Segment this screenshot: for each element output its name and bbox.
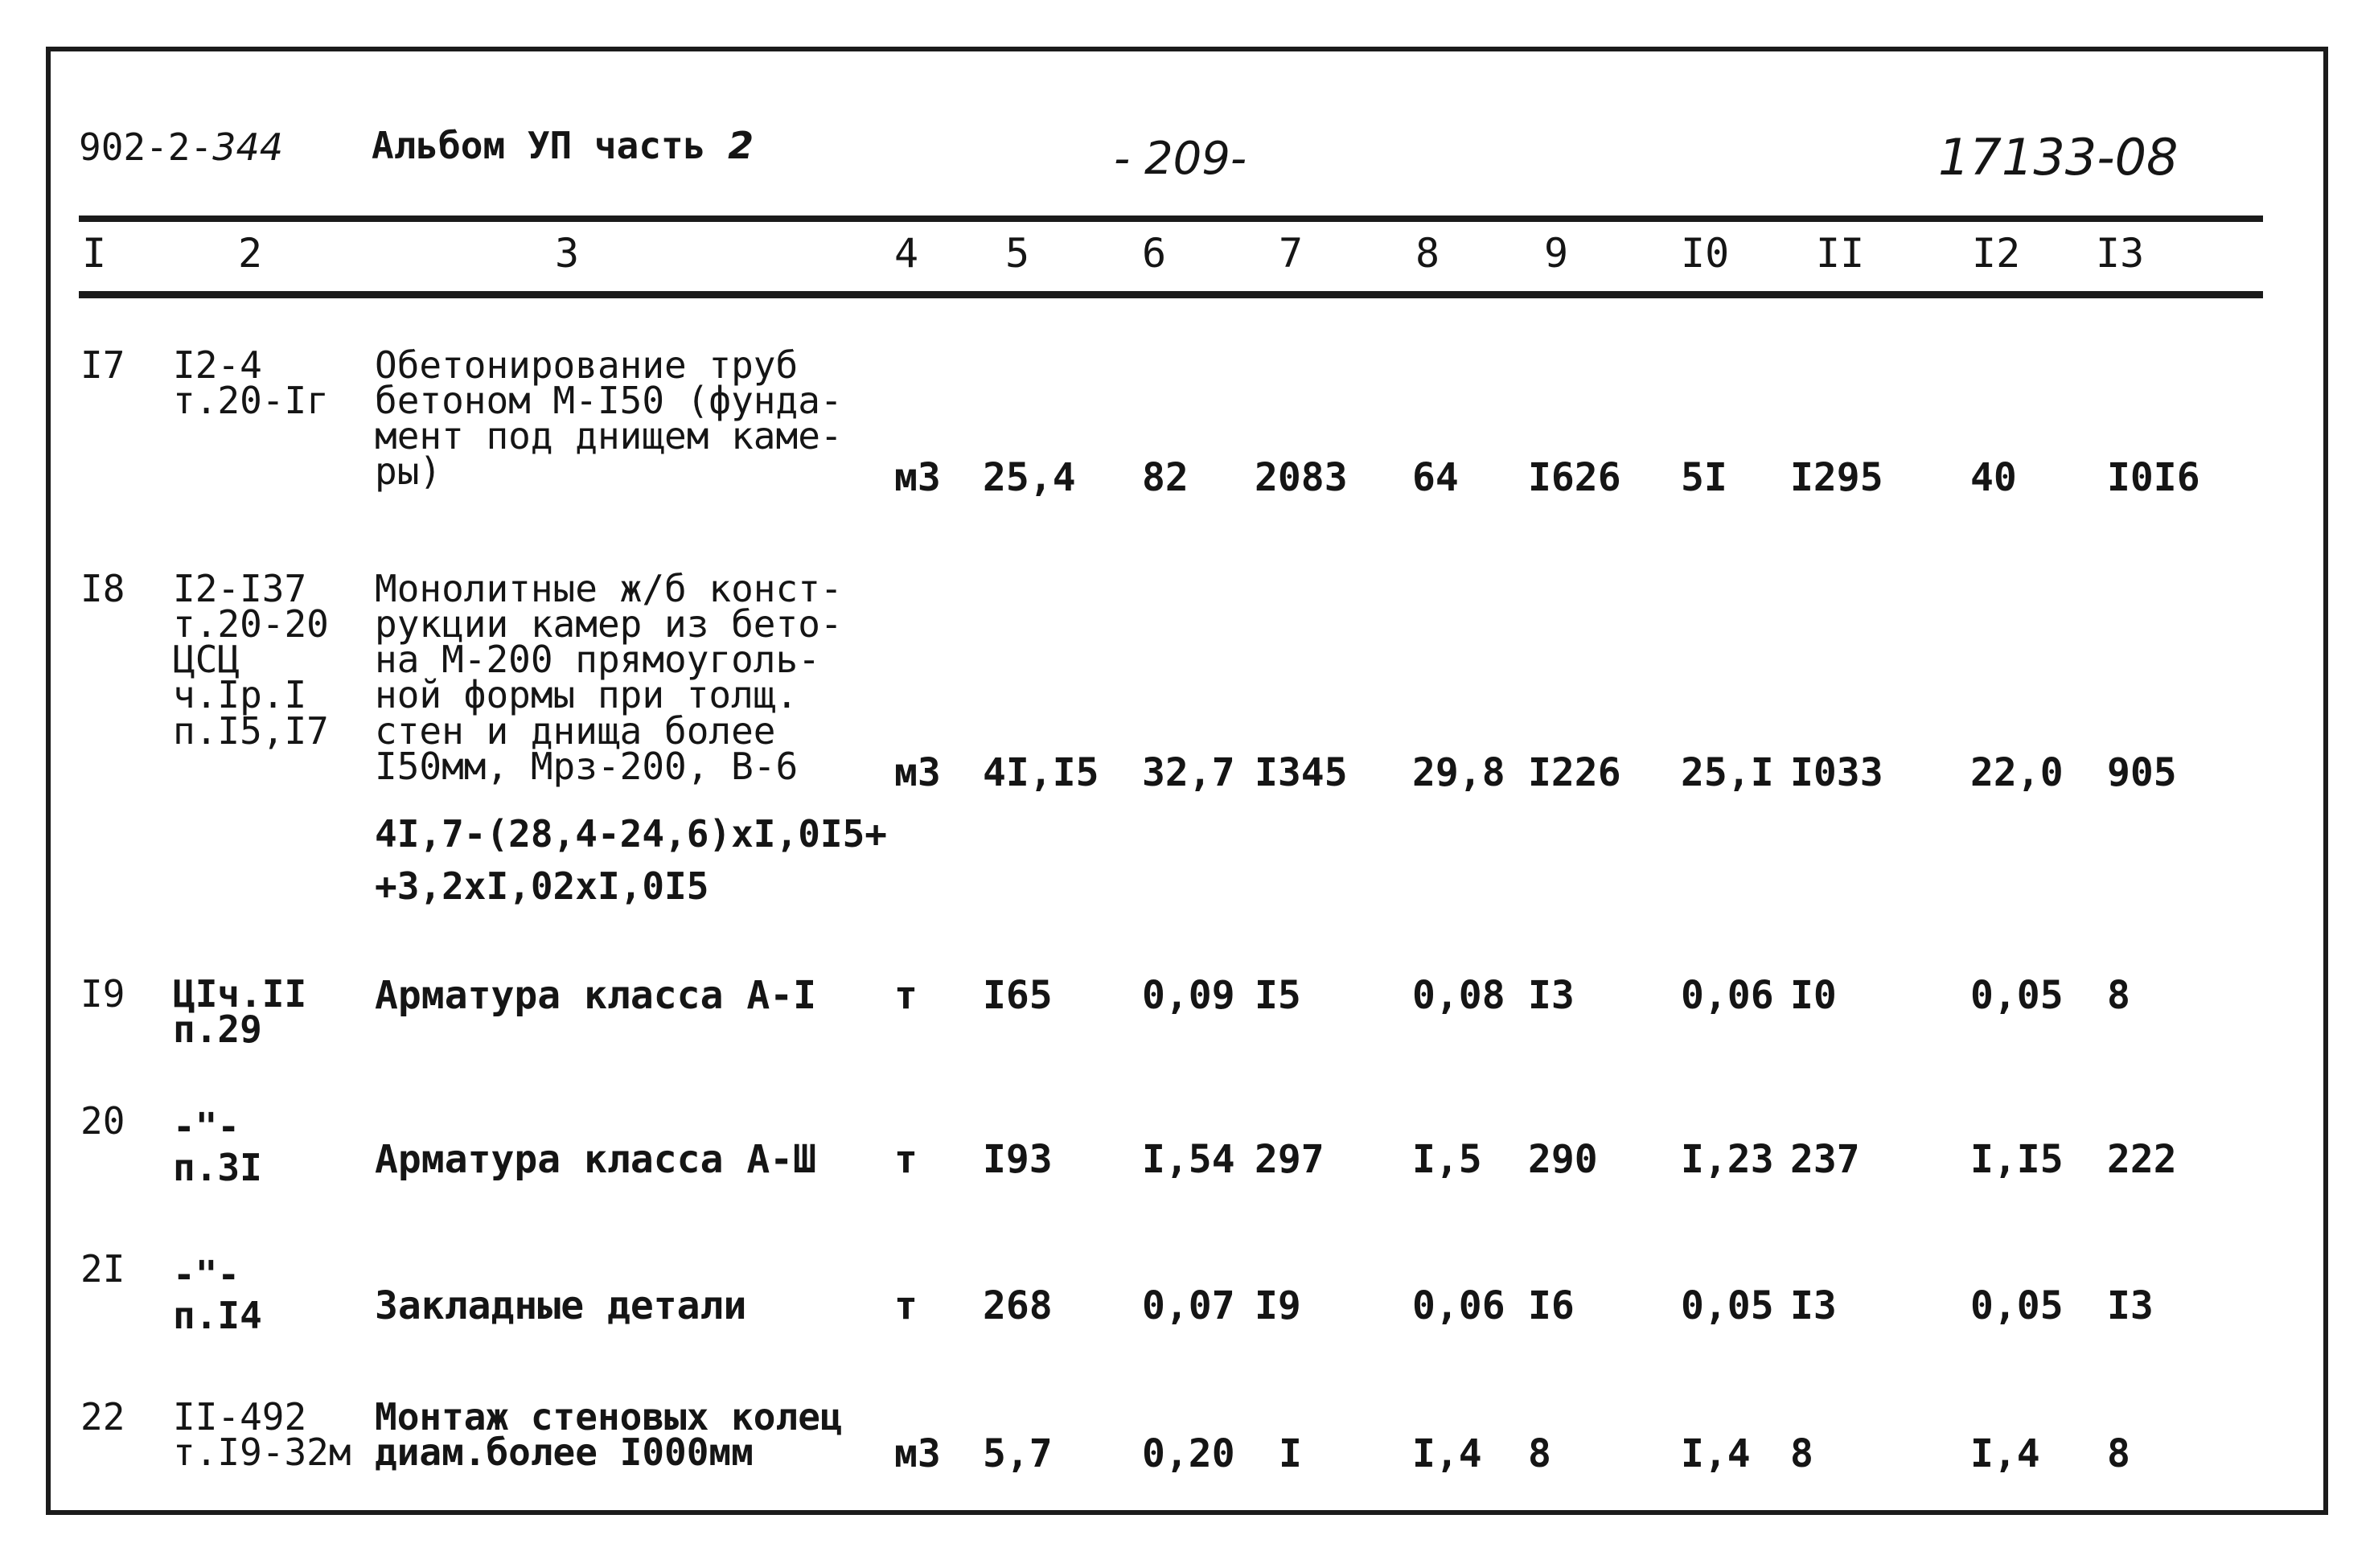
row-description: Монолитные ж/б конст- рукции камер из бето- на М-200 прямоуголь- ной формы при толщ. стен и днища более I50мм, Мрз-200, В-6 — [375, 567, 843, 788]
row-description: Обетонирование труб бетоном М-I50 (фунда- мент под днищем каме- ры) — [375, 343, 843, 494]
col-header-8: 8 — [1415, 230, 1440, 277]
row-col7: I — [1279, 1431, 1302, 1476]
row-number: 2I — [80, 1247, 125, 1291]
col-header-10: I0 — [1681, 230, 1730, 277]
row-col11: I3 — [1790, 1283, 1837, 1328]
row-number: I8 — [80, 567, 125, 610]
row-col11: 237 — [1790, 1137, 1860, 1182]
row-reference: I2-4 т.20-Iг — [173, 343, 329, 423]
row-col11: 8 — [1790, 1431, 1813, 1476]
row-quantity: 5,7 — [983, 1431, 1053, 1476]
row-col13: 222 — [2107, 1137, 2177, 1182]
row-reference: I2-I37 т.20-20 ЦСЦ ч.Iр.I п.I5,I7 — [173, 567, 329, 753]
col-header-6: 6 — [1142, 230, 1167, 277]
row-reference: II-492 т.I9-32м — [173, 1395, 351, 1475]
col-header-5: 5 — [1005, 230, 1030, 277]
album-part: 2 — [728, 124, 754, 167]
row-col10: I,4 — [1681, 1431, 1751, 1476]
row-col7: I5 — [1255, 973, 1301, 1018]
row-unit: м3 — [894, 750, 941, 795]
row-col13: 8 — [2107, 1431, 2130, 1476]
header-rule-bottom — [79, 291, 2263, 298]
album-label: Альбом УП часть — [372, 124, 706, 167]
row-col7: I9 — [1255, 1283, 1301, 1328]
row-col12: I,4 — [1970, 1431, 2040, 1476]
row-unit: т — [894, 973, 918, 1018]
row-col12: 40 — [1970, 455, 2017, 500]
row-col8: 64 — [1412, 455, 1459, 500]
row-col10: 25,I — [1681, 750, 1774, 795]
album-title — [372, 124, 754, 167]
row-quantity: 25,4 — [983, 455, 1076, 500]
col-header-4: 4 — [894, 230, 919, 277]
row-col6: 0,07 — [1142, 1283, 1235, 1328]
col-header-7: 7 — [1279, 230, 1304, 277]
row-col7: I345 — [1255, 750, 1348, 795]
row-col9: I6 — [1528, 1283, 1575, 1328]
row-description: Арматура класса А-I — [375, 973, 817, 1018]
row-col10: 0,06 — [1681, 973, 1774, 1018]
col-header-13: I3 — [2096, 230, 2145, 277]
row-reference: -"- п.I4 — [173, 1253, 262, 1337]
document-code — [79, 125, 283, 169]
header-rule-top — [79, 215, 2263, 222]
row-col12: 22,0 — [1970, 750, 2064, 795]
row-col13: 8 — [2107, 973, 2130, 1018]
row-number: 22 — [80, 1395, 125, 1439]
row-col8: 29,8 — [1412, 750, 1505, 795]
row-col8: I,5 — [1412, 1137, 1482, 1182]
document-code-handwritten: 344 — [212, 125, 283, 169]
row-number: I9 — [80, 972, 125, 1016]
row-quantity: 4I,I5 — [983, 750, 1099, 795]
row-quantity: 268 — [983, 1283, 1053, 1328]
row-col12: 0,05 — [1970, 1283, 2064, 1328]
col-header-1: I — [82, 230, 107, 277]
row-col12: 0,05 — [1970, 973, 2064, 1018]
row-unit: м3 — [894, 455, 941, 500]
row-col10: 5I — [1681, 455, 1727, 500]
row-col6: 32,7 — [1142, 750, 1235, 795]
document-code-printed: 902-2- — [79, 125, 213, 169]
row-formula: 4I,7-(28,4-24,6)хI,0I5+ +3,2хI,02хI,0I5 — [375, 812, 887, 909]
row-unit: т — [894, 1137, 918, 1182]
row-col8: 0,08 — [1412, 973, 1505, 1018]
row-col10: I,23 — [1681, 1137, 1774, 1182]
row-col9: 8 — [1528, 1431, 1551, 1476]
col-header-9: 9 — [1544, 230, 1569, 277]
row-description: Закладные детали — [375, 1283, 747, 1328]
row-col6: 0,20 — [1142, 1431, 1235, 1476]
row-unit: т — [894, 1283, 918, 1328]
row-col9: I226 — [1528, 750, 1621, 795]
row-col13: I3 — [2107, 1283, 2154, 1328]
row-col11: I033 — [1790, 750, 1883, 795]
page-number: - 209- — [1114, 133, 1247, 185]
row-col6: I,54 — [1142, 1137, 1235, 1182]
row-col9: I626 — [1528, 455, 1621, 500]
col-header-3: 3 — [555, 230, 580, 277]
row-col7: 297 — [1255, 1137, 1325, 1182]
col-header-12: I2 — [1972, 230, 2021, 277]
col-header-11: II — [1816, 230, 1865, 277]
row-description: Монтаж стеновых колец диам.более I000мм — [375, 1395, 843, 1475]
row-col13: I0I6 — [2107, 455, 2200, 500]
row-unit: м3 — [894, 1431, 941, 1476]
row-col11: I0 — [1790, 973, 1837, 1018]
col-header-2: 2 — [238, 230, 263, 277]
row-col8: I,4 — [1412, 1431, 1482, 1476]
row-reference: -"- п.3I — [173, 1105, 262, 1189]
sheet-code: 17133-08 — [1938, 128, 2179, 187]
row-col9: I3 — [1528, 973, 1575, 1018]
row-quantity: I65 — [983, 973, 1053, 1018]
row-col8: 0,06 — [1412, 1283, 1505, 1328]
row-reference: ЦIч.II п.29 — [173, 972, 307, 1052]
row-col7: 2083 — [1255, 455, 1348, 500]
row-quantity: I93 — [983, 1137, 1053, 1182]
row-number: 20 — [80, 1099, 125, 1143]
row-col9: 290 — [1528, 1137, 1598, 1182]
row-col11: I295 — [1790, 455, 1883, 500]
row-col12: I,I5 — [1970, 1137, 2064, 1182]
row-col6: 82 — [1142, 455, 1189, 500]
row-col10: 0,05 — [1681, 1283, 1774, 1328]
row-col6: 0,09 — [1142, 973, 1235, 1018]
row-description: Арматура класса А-Ш — [375, 1137, 817, 1182]
row-number: I7 — [80, 343, 125, 387]
row-col13: 905 — [2107, 750, 2177, 795]
